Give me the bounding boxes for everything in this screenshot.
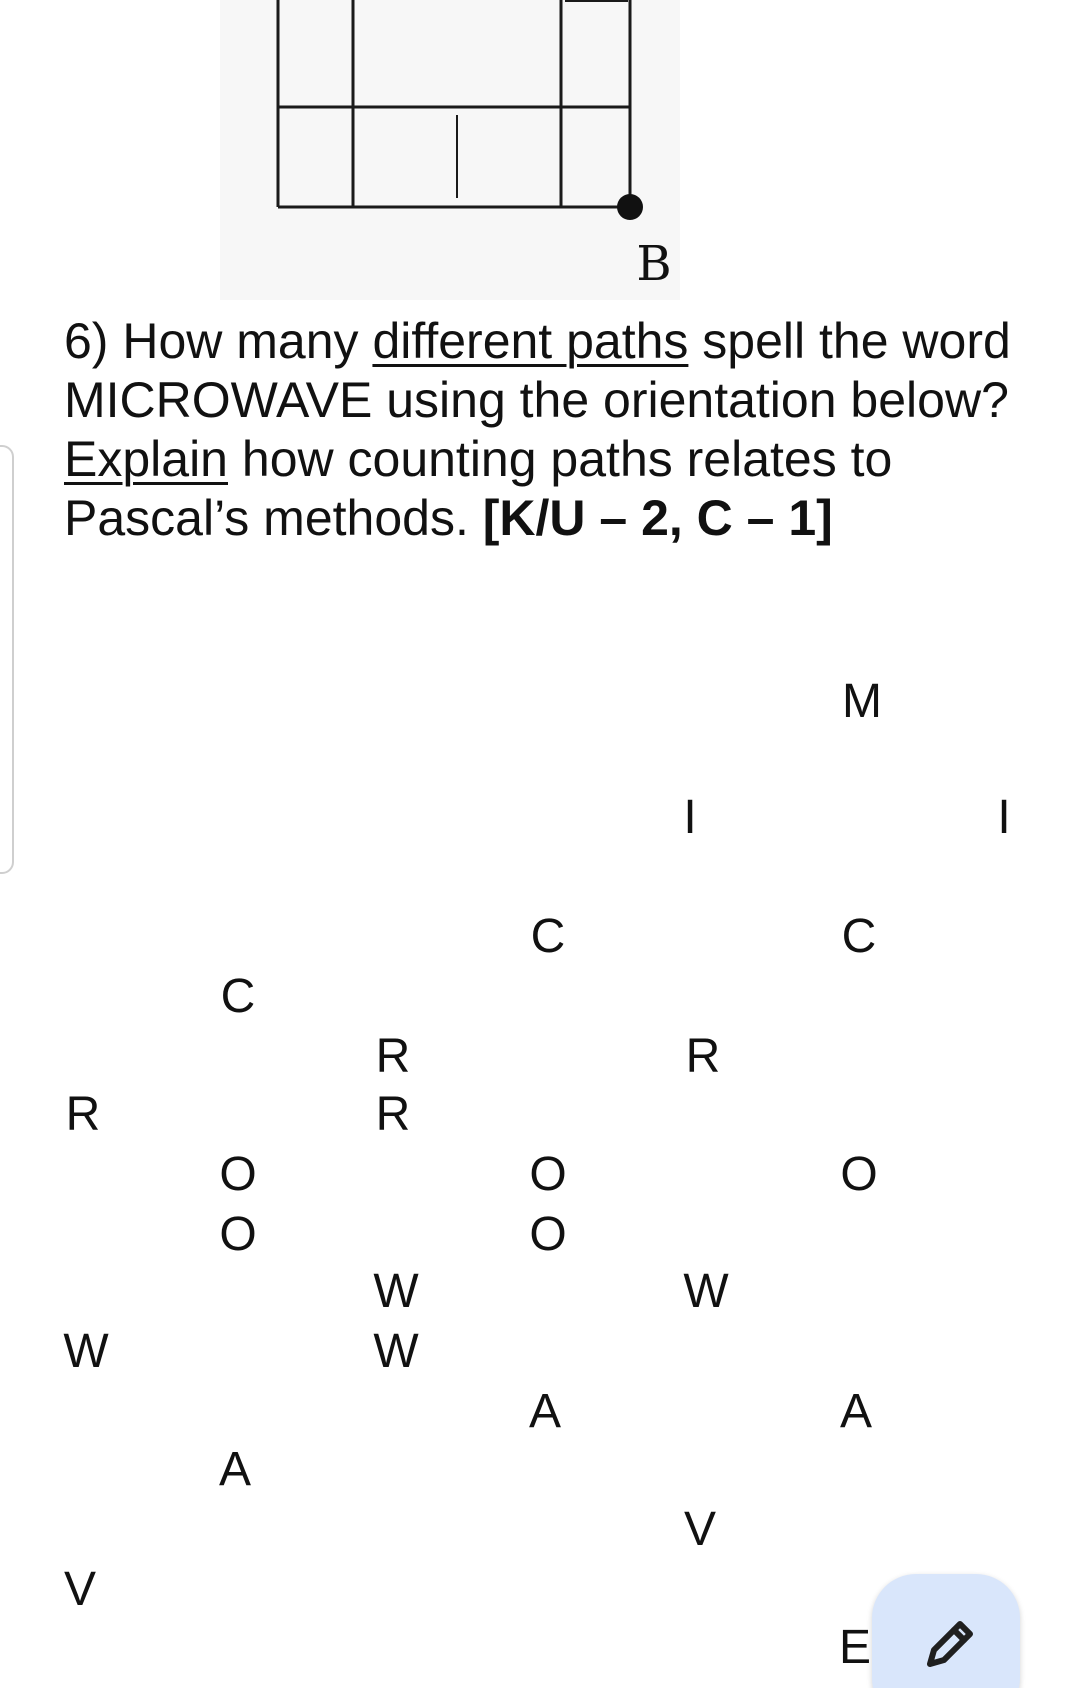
letter-w: W	[683, 1265, 729, 1318]
letter-i: I	[997, 791, 1011, 844]
letter-v: V	[683, 1503, 717, 1556]
letter-o: O	[219, 1208, 257, 1261]
grid-diagram	[220, 0, 680, 300]
question-text-part: 6) How many	[64, 313, 373, 369]
pencil-icon	[920, 1614, 980, 1674]
grid-diagram-svg	[220, 0, 680, 300]
question-text-part: spell the word MICROWAVE using the orientation below?	[64, 313, 1011, 428]
letter-o: O	[219, 1148, 257, 1201]
letter-w: W	[373, 1325, 419, 1378]
letter-a: A	[839, 1385, 873, 1438]
letter-o: O	[529, 1208, 567, 1261]
letter-a: A	[528, 1385, 562, 1438]
letter-w: W	[63, 1325, 109, 1378]
letter-r: R	[375, 1088, 411, 1141]
edit-button[interactable]	[872, 1574, 1020, 1688]
question-underline-different-paths: different paths	[372, 313, 689, 369]
letter-w: W	[373, 1265, 419, 1318]
letter-i: I	[683, 791, 697, 844]
letter-c: C	[220, 970, 256, 1023]
letter-m: M	[842, 675, 882, 728]
letter-o: O	[529, 1148, 567, 1201]
question-text	[64, 312, 1024, 548]
letter-r: R	[65, 1088, 101, 1141]
question-text-part: how counting paths relates to Pascal’s methods.	[64, 431, 893, 546]
letter-r: R	[375, 1030, 411, 1083]
question-marks: [K/U – 2, C – 1]	[482, 490, 833, 546]
letter-a: A	[218, 1443, 252, 1496]
letter-c: C	[841, 910, 877, 963]
letter-v: V	[63, 1563, 97, 1616]
side-drawer-handle[interactable]	[0, 445, 14, 874]
point-b-label: B	[636, 236, 672, 292]
letter-e: E	[838, 1621, 872, 1674]
letter-r: R	[685, 1030, 721, 1083]
letter-o: O	[840, 1148, 878, 1201]
question-underline-explain: Explain	[64, 431, 228, 487]
point-b-dot	[617, 194, 643, 220]
letter-c: C	[530, 910, 566, 963]
